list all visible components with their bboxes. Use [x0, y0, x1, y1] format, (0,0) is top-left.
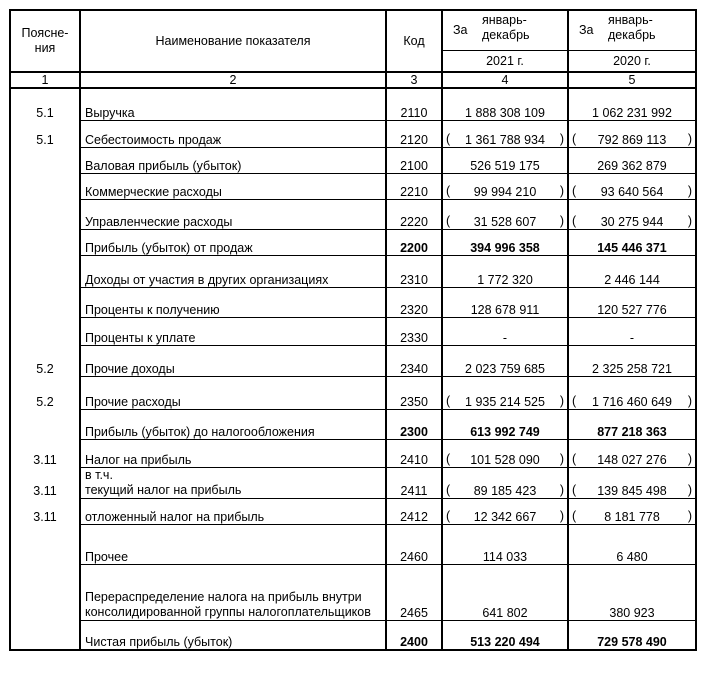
value-text: 641 802 — [482, 605, 528, 620]
table-row — [10, 498, 696, 524]
row-name-text: Чистая прибыль (убыток) — [85, 635, 233, 649]
row-name-text: Прибыль (убыток) от продаж — [85, 240, 253, 255]
row-name-text: Прочее — [85, 549, 129, 564]
value-2020 — [568, 467, 696, 498]
value-text: 31 528 607 — [473, 214, 537, 229]
table-row — [10, 345, 696, 376]
value-text: 792 869 113 — [597, 132, 667, 147]
value-2021 — [442, 229, 568, 255]
value-text: 2 023 759 685 — [465, 361, 545, 376]
row-code: 2400 — [386, 620, 442, 650]
row-code: 2330 — [386, 317, 442, 345]
row-note: 5.2 — [10, 376, 80, 409]
value-2020 — [568, 409, 696, 439]
negative-bracket-open: ( — [572, 508, 577, 523]
row-note — [10, 229, 80, 255]
header-period-prior — [568, 10, 696, 72]
value-text: 101 528 090 — [470, 452, 540, 467]
value-2021 — [442, 409, 568, 439]
row-code: 2320 — [386, 287, 442, 317]
row-name — [80, 173, 386, 199]
table-row — [10, 564, 696, 620]
value-text: 513 220 494 — [470, 635, 540, 649]
row-name — [80, 409, 386, 439]
row-name-text: Прочие расходы — [85, 394, 181, 409]
value-text: 30 275 944 — [600, 214, 664, 229]
negative-bracket-close: ) — [559, 393, 564, 408]
value-2020 — [568, 524, 696, 564]
table-row — [10, 317, 696, 345]
negative-bracket-open: ( — [572, 451, 577, 466]
row-name-text: Проценты к уплате — [85, 330, 196, 345]
table-row — [10, 409, 696, 439]
row-code: 2310 — [386, 255, 442, 287]
column-number: 4 — [442, 72, 568, 88]
negative-bracket-close: ) — [687, 482, 692, 497]
value-text: 148 027 276 — [597, 452, 667, 467]
row-name — [80, 564, 386, 620]
value-2020 — [568, 287, 696, 317]
row-name — [80, 498, 386, 524]
value-2020 — [568, 564, 696, 620]
value-2021 — [442, 620, 568, 650]
value-2021 — [442, 98, 568, 120]
period-line1: январь- — [482, 13, 527, 27]
row-name — [80, 317, 386, 345]
value-text: 394 996 358 — [470, 240, 540, 255]
row-note: 5.2 — [10, 345, 80, 376]
header-note: Поясне-ния — [10, 10, 80, 72]
value-text: - — [629, 330, 635, 345]
value-text: 729 578 490 — [597, 635, 667, 649]
row-code: 2411 — [386, 467, 442, 498]
negative-bracket-close: ) — [559, 183, 564, 198]
value-text: 1 888 308 109 — [465, 105, 545, 120]
value-2020 — [568, 98, 696, 120]
value-text: 269 362 879 — [597, 158, 667, 173]
value-text: 1 772 320 — [477, 272, 533, 287]
row-name — [80, 287, 386, 317]
row-name — [80, 345, 386, 376]
table-row — [10, 620, 696, 650]
row-name — [80, 120, 386, 147]
value-text: 380 923 — [609, 605, 655, 620]
row-code: 2460 — [386, 524, 442, 564]
table-row — [10, 147, 696, 173]
row-note — [10, 287, 80, 317]
value-text: 1 935 214 525 — [465, 394, 545, 409]
value-text: 1 716 460 649 — [592, 394, 672, 409]
table-row — [10, 439, 696, 467]
year-current: 2021 г. — [443, 50, 567, 71]
value-2021 — [442, 199, 568, 229]
row-note — [10, 564, 80, 620]
value-text: 114 033 — [482, 549, 528, 564]
row-name-text: Доходы от участия в других организациях — [85, 272, 329, 287]
value-text: 128 678 911 — [470, 302, 540, 317]
value-text: 2 446 144 — [604, 272, 660, 287]
value-2020 — [568, 317, 696, 345]
negative-bracket-close: ) — [687, 131, 692, 146]
value-2021 — [442, 467, 568, 498]
table-row — [10, 287, 696, 317]
row-code: 2200 — [386, 229, 442, 255]
row-name-text: Коммерческие расходы — [85, 184, 222, 199]
row-code: 2412 — [386, 498, 442, 524]
value-2021 — [442, 498, 568, 524]
row-code: 2110 — [386, 98, 442, 120]
value-2021 — [442, 376, 568, 409]
negative-bracket-close: ) — [687, 508, 692, 523]
period-line2: декабрь — [482, 28, 530, 42]
negative-bracket-close: ) — [687, 393, 692, 408]
negative-bracket-close: ) — [687, 183, 692, 198]
row-name-text: Валовая прибыль (убыток) — [85, 158, 242, 173]
value-2020 — [568, 173, 696, 199]
negative-bracket-open: ( — [446, 213, 451, 228]
value-2020 — [568, 439, 696, 467]
value-text: 1 361 788 934 — [465, 132, 545, 147]
row-name — [80, 439, 386, 467]
value-2021 — [442, 564, 568, 620]
row-note — [10, 255, 80, 287]
row-note: 3.11 — [10, 439, 80, 467]
negative-bracket-open: ( — [446, 508, 451, 523]
value-text: 8 181 778 — [604, 509, 660, 524]
income-statement-table — [9, 9, 697, 651]
value-2020 — [568, 620, 696, 650]
row-name-text: Налог на прибыль — [85, 452, 192, 467]
row-note — [10, 524, 80, 564]
value-text: 12 342 667 — [473, 509, 537, 524]
column-numbers-row — [10, 72, 696, 88]
negative-bracket-open: ( — [572, 213, 577, 228]
value-text: 89 185 423 — [473, 483, 537, 498]
value-text: 99 994 210 — [473, 184, 537, 199]
row-note: 3.11 — [10, 498, 80, 524]
spacer-row — [10, 88, 696, 98]
value-text: 6 480 — [616, 549, 648, 564]
value-text: 2 325 258 721 — [592, 361, 672, 376]
row-note — [10, 199, 80, 229]
row-code: 2220 — [386, 199, 442, 229]
value-text: 139 845 498 — [597, 483, 667, 498]
row-name-text: Управленческие расходы — [85, 214, 233, 229]
period-line1: январь- — [608, 13, 653, 27]
period-prefix: За — [453, 23, 468, 37]
value-2020 — [568, 345, 696, 376]
row-name — [80, 229, 386, 255]
row-code: 2350 — [386, 376, 442, 409]
value-text: 1 062 231 992 — [592, 105, 672, 120]
row-name — [80, 199, 386, 229]
table-row — [10, 199, 696, 229]
row-code: 2120 — [386, 120, 442, 147]
period-line2: декабрь — [608, 28, 656, 42]
value-2021 — [442, 524, 568, 564]
row-code: 2465 — [386, 564, 442, 620]
value-text: 145 446 371 — [597, 240, 667, 255]
value-2021 — [442, 287, 568, 317]
row-name — [80, 147, 386, 173]
row-note — [10, 409, 80, 439]
row-code: 2410 — [386, 439, 442, 467]
value-2021 — [442, 255, 568, 287]
row-name-text: Проценты к получению — [85, 302, 220, 317]
value-2020 — [568, 255, 696, 287]
year-prior: 2020 г. — [569, 50, 695, 71]
row-name-text: в т.ч. текущий налог на прибыль — [85, 467, 242, 497]
value-2021 — [442, 173, 568, 199]
negative-bracket-open: ( — [572, 131, 577, 146]
row-name — [80, 620, 386, 650]
row-name — [80, 524, 386, 564]
value-text: 613 992 749 — [470, 424, 540, 439]
negative-bracket-close: ) — [687, 451, 692, 466]
negative-bracket-open: ( — [446, 131, 451, 146]
value-2020 — [568, 229, 696, 255]
negative-bracket-close: ) — [559, 482, 564, 497]
value-2021 — [442, 439, 568, 467]
row-note — [10, 620, 80, 650]
row-code: 2100 — [386, 147, 442, 173]
negative-bracket-close: ) — [687, 213, 692, 228]
value-text: - — [502, 330, 508, 345]
negative-bracket-open: ( — [572, 482, 577, 497]
row-note — [10, 317, 80, 345]
value-2020 — [568, 376, 696, 409]
row-code: 2300 — [386, 409, 442, 439]
row-note — [10, 147, 80, 173]
value-2021 — [442, 147, 568, 173]
negative-bracket-close: ) — [559, 213, 564, 228]
row-note: 5.1 — [10, 120, 80, 147]
value-text: 93 640 564 — [600, 184, 664, 199]
column-number: 3 — [386, 72, 442, 88]
period-prefix: За — [579, 23, 594, 37]
negative-bracket-open: ( — [446, 451, 451, 466]
row-note: 3.11 — [10, 467, 80, 498]
table-row — [10, 120, 696, 147]
negative-bracket-open: ( — [572, 393, 577, 408]
table-row — [10, 524, 696, 564]
row-name-text: Выручка — [85, 105, 135, 120]
value-2021 — [442, 317, 568, 345]
value-2020 — [568, 199, 696, 229]
negative-bracket-open: ( — [446, 393, 451, 408]
row-name — [80, 376, 386, 409]
row-code: 2210 — [386, 173, 442, 199]
negative-bracket-close: ) — [559, 451, 564, 466]
header-row — [10, 10, 696, 72]
table-row — [10, 173, 696, 199]
row-code: 2340 — [386, 345, 442, 376]
value-2020 — [568, 120, 696, 147]
table-row — [10, 467, 696, 498]
negative-bracket-open: ( — [446, 183, 451, 198]
row-name-text: Прибыль (убыток) до налогообложения — [85, 424, 315, 439]
table-row — [10, 255, 696, 287]
column-number: 2 — [80, 72, 386, 88]
value-text: 526 519 175 — [470, 158, 540, 173]
header-period-current — [442, 10, 568, 72]
negative-bracket-open: ( — [446, 482, 451, 497]
negative-bracket-open: ( — [572, 183, 577, 198]
row-name — [80, 467, 386, 498]
value-2021 — [442, 345, 568, 376]
row-note — [10, 173, 80, 199]
row-name — [80, 255, 386, 287]
value-2020 — [568, 147, 696, 173]
header-name: Наименование показателя — [80, 10, 386, 72]
row-name-text: Перераспределение налога на прибыль внутри консолидированной группы налогоплательщиков — [85, 589, 371, 619]
value-2020 — [568, 498, 696, 524]
negative-bracket-close: ) — [559, 131, 564, 146]
header-code: Код — [386, 10, 442, 72]
row-name-text: отложенный налог на прибыль — [85, 509, 265, 524]
column-number: 5 — [568, 72, 696, 88]
value-text: 877 218 363 — [597, 424, 667, 439]
table-row — [10, 376, 696, 409]
row-note: 5.1 — [10, 98, 80, 120]
table-row — [10, 98, 696, 120]
negative-bracket-close: ) — [559, 508, 564, 523]
row-name-text: Прочие доходы — [85, 361, 175, 376]
value-2021 — [442, 120, 568, 147]
row-name-text: Себестоимость продаж — [85, 132, 222, 147]
table-row — [10, 229, 696, 255]
column-number: 1 — [10, 72, 80, 88]
row-name — [80, 98, 386, 120]
value-text: 120 527 776 — [597, 302, 667, 317]
